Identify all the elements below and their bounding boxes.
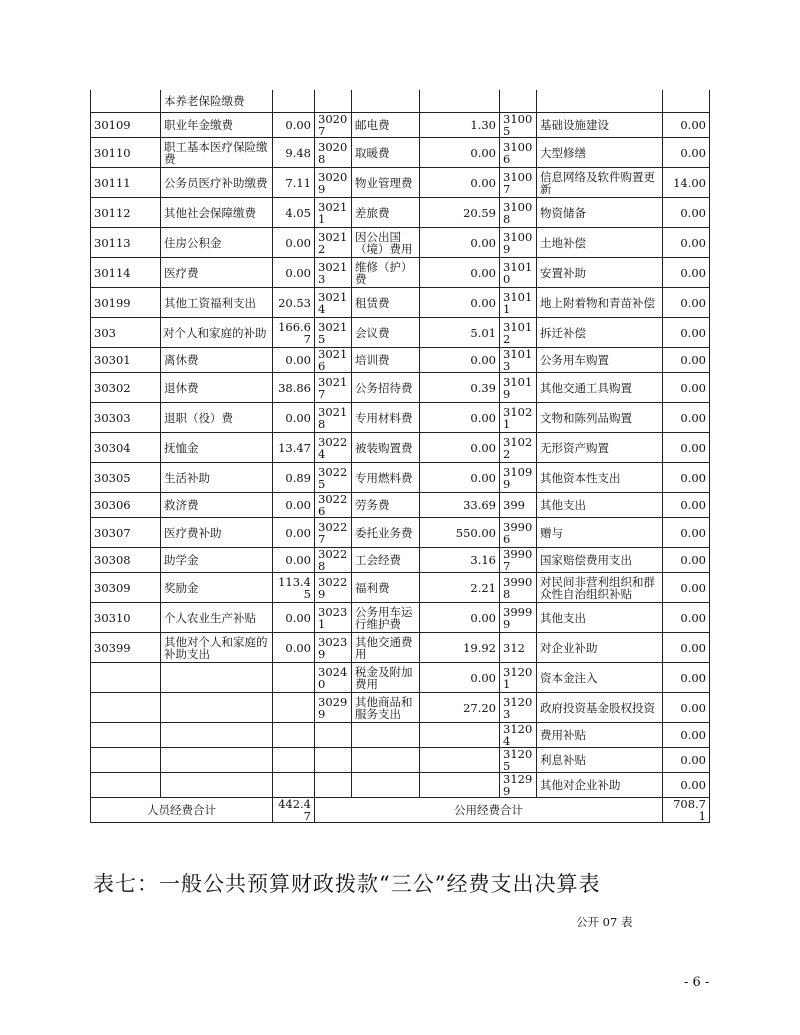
col2-amount: 27.20 xyxy=(420,693,500,723)
col3-amount: 0.00 xyxy=(663,723,710,748)
public-total-label: 公用经费合计 xyxy=(315,798,663,823)
col1-amount: 0.00 xyxy=(273,113,315,138)
col2-name: 租赁费 xyxy=(352,288,420,318)
col3-amount: 0.00 xyxy=(663,603,710,633)
col3-name: 费用补贴 xyxy=(537,723,663,748)
col3-amount: 0.00 xyxy=(663,373,710,403)
col3-name: 其他支出 xyxy=(537,493,663,518)
col3-code: 39999 xyxy=(500,603,537,633)
table-row xyxy=(91,603,710,633)
col3-code: 31012 xyxy=(500,318,537,348)
col2-code: 30224 xyxy=(315,433,352,463)
col1-name: 奖励金 xyxy=(161,573,273,603)
col2-name: 劳务费 xyxy=(352,493,420,518)
col1-code xyxy=(91,723,161,748)
col2-code: 30216 xyxy=(315,348,352,373)
col3-name: 安置补助 xyxy=(537,258,663,288)
col1-code: 30111 xyxy=(91,168,161,198)
col3-code: 31022 xyxy=(500,433,537,463)
col2-code: 30207 xyxy=(315,113,352,138)
col3-amount: 0.00 xyxy=(663,403,710,433)
col1-name: 对个人和家庭的补助 xyxy=(161,318,273,348)
table-row xyxy=(91,548,710,573)
col2-code: 30225 xyxy=(315,463,352,493)
col3-amount: 0.00 xyxy=(663,348,710,373)
col3-amount: 0.00 xyxy=(663,318,710,348)
col2-amount: 0.00 xyxy=(420,258,500,288)
col3-name: 无形资产购置 xyxy=(537,433,663,463)
table-row xyxy=(91,433,710,463)
col2-amount: 0.00 xyxy=(420,663,500,693)
col2-amount: 550.00 xyxy=(420,518,500,548)
col2-code: 30212 xyxy=(315,228,352,258)
table-row xyxy=(91,493,710,518)
col2-name: 取暖费 xyxy=(352,138,420,168)
col1-code: 30112 xyxy=(91,198,161,228)
section-title: 表七：一般公共预算财政拨款“三公”经费支出决算表 xyxy=(93,872,601,896)
col2-code: 30209 xyxy=(315,168,352,198)
col2-code: 30228 xyxy=(315,548,352,573)
col2-name: 税金及附加费用 xyxy=(352,663,420,693)
col1-amount: 9.48 xyxy=(273,138,315,168)
col2-amount: 2.21 xyxy=(420,573,500,603)
col3-name: 地上附着物和青苗补偿 xyxy=(537,288,663,318)
col1-amount: 166.67 xyxy=(273,318,315,348)
col3-amount: 0.00 xyxy=(663,493,710,518)
col3-code: 31005 xyxy=(500,113,537,138)
col3-amount: 0.00 xyxy=(663,748,710,773)
table-row xyxy=(91,228,710,258)
col1-name xyxy=(161,723,273,748)
col1-name: 救济费 xyxy=(161,493,273,518)
col2-code: 30299 xyxy=(315,693,352,723)
col1-amount: 13.47 xyxy=(273,433,315,463)
col1-amount xyxy=(273,748,315,773)
col2-amount: 33.69 xyxy=(420,493,500,518)
col3-name: 国家赔偿费用支出 xyxy=(537,548,663,573)
col2-code: 30214 xyxy=(315,288,352,318)
col3-name: 其他交通工具购置 xyxy=(537,373,663,403)
col1-name: 医疗费补助 xyxy=(161,518,273,548)
col2-code: 30231 xyxy=(315,603,352,633)
col2-name xyxy=(352,723,420,748)
col1-amount: 0.00 xyxy=(273,348,315,373)
table-row xyxy=(91,633,710,663)
col1-amount: 0.00 xyxy=(273,548,315,573)
table-row xyxy=(91,663,710,693)
col1-code: 30305 xyxy=(91,463,161,493)
col2-name: 福利费 xyxy=(352,573,420,603)
col3-name: 赠与 xyxy=(537,518,663,548)
col1-amount: 0.00 xyxy=(273,603,315,633)
table-row xyxy=(91,288,710,318)
col3-amount: 0.00 xyxy=(663,663,710,693)
col1-name: 退职（役）费 xyxy=(161,403,273,433)
col3-code: 31201 xyxy=(500,663,537,693)
form-number: 公开 07 表 xyxy=(576,915,633,929)
public-total-value: 708.71 xyxy=(663,798,710,823)
col1-name xyxy=(161,663,273,693)
col1-name: 其他对个人和家庭的补助支出 xyxy=(161,633,273,663)
col1-amount xyxy=(273,773,315,798)
col1-amount: 0.00 xyxy=(273,493,315,518)
col3-code: 39908 xyxy=(500,573,537,603)
col1-code: 30310 xyxy=(91,603,161,633)
col2-amount: 0.00 xyxy=(420,603,500,633)
col2-name: 委托业务费 xyxy=(352,518,420,548)
col2-name xyxy=(352,773,420,798)
col2-name: 其他商品和服务支出 xyxy=(352,693,420,723)
table-row xyxy=(91,168,710,198)
col3-amount: 0.00 xyxy=(663,258,710,288)
col1-name: 其他社会保障缴费 xyxy=(161,198,273,228)
col2-code: 30239 xyxy=(315,633,352,663)
col1-code xyxy=(91,748,161,773)
col2-name: 维修（护）费 xyxy=(352,258,420,288)
table-row xyxy=(91,113,710,138)
col3-name: 大型修缮 xyxy=(537,138,663,168)
col3-code: 31019 xyxy=(500,373,537,403)
table-row xyxy=(91,773,710,798)
col2-name xyxy=(352,90,420,113)
col2-code: 30218 xyxy=(315,403,352,433)
col2-amount: 0.00 xyxy=(420,433,500,463)
col3-amount: 0.00 xyxy=(663,773,710,798)
col2-code: 30217 xyxy=(315,373,352,403)
col2-name: 邮电费 xyxy=(352,113,420,138)
col1-code: 30113 xyxy=(91,228,161,258)
col1-code: 30307 xyxy=(91,518,161,548)
col1-code: 30302 xyxy=(91,373,161,403)
col2-amount: 0.00 xyxy=(420,403,500,433)
col2-name: 物业管理费 xyxy=(352,168,420,198)
col3-name: 其他对企业补助 xyxy=(537,773,663,798)
table-row xyxy=(91,348,710,373)
col2-amount: 0.00 xyxy=(420,228,500,258)
col1-amount: 0.00 xyxy=(273,258,315,288)
col2-amount: 1.30 xyxy=(420,113,500,138)
col1-code: 30301 xyxy=(91,348,161,373)
col2-name: 其他交通费用 xyxy=(352,633,420,663)
col1-name: 抚恤金 xyxy=(161,433,273,463)
col3-amount xyxy=(663,90,710,113)
table-row xyxy=(91,518,710,548)
col3-amount: 0.00 xyxy=(663,433,710,463)
col3-code: 399 xyxy=(500,493,537,518)
col3-code: 31006 xyxy=(500,138,537,168)
table-row xyxy=(91,693,710,723)
col2-code: 30213 xyxy=(315,258,352,288)
col2-amount: 0.00 xyxy=(420,168,500,198)
col2-code: 30226 xyxy=(315,493,352,518)
col1-amount: 0.00 xyxy=(273,228,315,258)
col1-name: 助学金 xyxy=(161,548,273,573)
col3-code: 31203 xyxy=(500,693,537,723)
col2-code: 30211 xyxy=(315,198,352,228)
col1-name xyxy=(161,773,273,798)
col3-code: 39906 xyxy=(500,518,537,548)
col3-code: 31205 xyxy=(500,748,537,773)
col2-name xyxy=(352,748,420,773)
col3-amount: 0.00 xyxy=(663,113,710,138)
col1-amount: 0.00 xyxy=(273,403,315,433)
col1-name: 本养老保险缴费 xyxy=(161,90,273,113)
col1-amount xyxy=(273,663,315,693)
col3-code: 31099 xyxy=(500,463,537,493)
table-row xyxy=(91,463,710,493)
col1-code: 30308 xyxy=(91,548,161,573)
col3-amount: 0.00 xyxy=(663,548,710,573)
col1-code xyxy=(91,90,161,113)
col3-code: 31013 xyxy=(500,348,537,373)
col1-amount: 38.86 xyxy=(273,373,315,403)
col3-amount: 0.00 xyxy=(663,518,710,548)
col3-amount: 0.00 xyxy=(663,198,710,228)
col3-name: 文物和陈列品购置 xyxy=(537,403,663,433)
col1-name: 职业年金缴费 xyxy=(161,113,273,138)
col1-amount xyxy=(273,693,315,723)
col1-amount: 20.53 xyxy=(273,288,315,318)
col3-code: 31010 xyxy=(500,258,537,288)
table-row xyxy=(91,573,710,603)
col3-name xyxy=(537,90,663,113)
col3-name: 对企业补助 xyxy=(537,633,663,663)
col3-amount: 0.00 xyxy=(663,693,710,723)
col3-amount: 0.00 xyxy=(663,138,710,168)
col1-name: 职工基本医疗保险缴费 xyxy=(161,138,273,168)
col2-code xyxy=(315,773,352,798)
personnel-total-label: 人员经费合计 xyxy=(91,798,273,823)
col2-name: 差旅费 xyxy=(352,198,420,228)
col3-amount: 0.00 xyxy=(663,228,710,258)
col2-amount: 0.00 xyxy=(420,463,500,493)
col3-name: 土地补偿 xyxy=(537,228,663,258)
col3-code: 31011 xyxy=(500,288,537,318)
col2-amount: 0.00 xyxy=(420,138,500,168)
col2-amount xyxy=(420,748,500,773)
col2-name: 专用材料费 xyxy=(352,403,420,433)
col3-code: 31204 xyxy=(500,723,537,748)
col3-name: 公务用车购置 xyxy=(537,348,663,373)
col1-code: 30114 xyxy=(91,258,161,288)
table-row xyxy=(91,138,710,168)
col3-code: 31021 xyxy=(500,403,537,433)
col1-code: 30110 xyxy=(91,138,161,168)
col1-code: 30309 xyxy=(91,573,161,603)
col3-amount: 14.00 xyxy=(663,168,710,198)
col3-name: 物资储备 xyxy=(537,198,663,228)
personnel-total-value: 442.47 xyxy=(273,798,315,823)
col1-amount: 0.00 xyxy=(273,518,315,548)
col1-amount xyxy=(273,723,315,748)
col2-name: 被装购置费 xyxy=(352,433,420,463)
totals-row xyxy=(91,798,710,823)
col3-code: 31008 xyxy=(500,198,537,228)
col3-name: 拆迁补偿 xyxy=(537,318,663,348)
table-row xyxy=(91,258,710,288)
table-row xyxy=(91,748,710,773)
col2-amount: 5.01 xyxy=(420,318,500,348)
col1-amount: 0.89 xyxy=(273,463,315,493)
table-row xyxy=(91,318,710,348)
col3-name: 利息补贴 xyxy=(537,748,663,773)
table-row xyxy=(91,403,710,433)
col1-code xyxy=(91,663,161,693)
col1-name: 个人农业生产补贴 xyxy=(161,603,273,633)
col3-code: 31299 xyxy=(500,773,537,798)
col1-amount: 7.11 xyxy=(273,168,315,198)
col1-code: 30399 xyxy=(91,633,161,663)
col1-amount: 4.05 xyxy=(273,198,315,228)
col2-amount: 19.92 xyxy=(420,633,500,663)
col1-code: 30199 xyxy=(91,288,161,318)
col1-code xyxy=(91,693,161,723)
col1-name: 住房公积金 xyxy=(161,228,273,258)
col2-name: 公务用车运行维护费 xyxy=(352,603,420,633)
col3-name: 政府投资基金股权投资 xyxy=(537,693,663,723)
table-row xyxy=(91,90,710,113)
col1-name xyxy=(161,748,273,773)
table-row xyxy=(91,198,710,228)
col2-amount: 0.00 xyxy=(420,288,500,318)
col3-amount: 0.00 xyxy=(663,463,710,493)
col2-code: 30215 xyxy=(315,318,352,348)
col2-amount: 0.00 xyxy=(420,348,500,373)
col1-name: 退休费 xyxy=(161,373,273,403)
col2-name: 工会经费 xyxy=(352,548,420,573)
col1-code: 30109 xyxy=(91,113,161,138)
col3-code xyxy=(500,90,537,113)
col2-code xyxy=(315,723,352,748)
col3-amount: 0.00 xyxy=(663,633,710,663)
col2-amount xyxy=(420,773,500,798)
col3-name: 其他资本性支出 xyxy=(537,463,663,493)
col3-code: 39907 xyxy=(500,548,537,573)
col1-amount: 113.45 xyxy=(273,573,315,603)
col2-name: 专用燃料费 xyxy=(352,463,420,493)
col2-amount xyxy=(420,723,500,748)
table-row xyxy=(91,723,710,748)
col1-amount: 0.00 xyxy=(273,633,315,663)
col3-amount: 0.00 xyxy=(663,573,710,603)
col2-name: 培训费 xyxy=(352,348,420,373)
col1-name: 公务员医疗补助缴费 xyxy=(161,168,273,198)
col1-name: 生活补助 xyxy=(161,463,273,493)
col1-code: 303 xyxy=(91,318,161,348)
col2-amount xyxy=(420,90,500,113)
col1-code: 30306 xyxy=(91,493,161,518)
page-number: - 6 - xyxy=(684,975,710,990)
col3-name: 对民间非营利组织和群众性自治组织补贴 xyxy=(537,573,663,603)
col1-code xyxy=(91,773,161,798)
col3-name: 其他支出 xyxy=(537,603,663,633)
col2-name: 因公出国（境）费用 xyxy=(352,228,420,258)
col2-amount: 0.39 xyxy=(420,373,500,403)
col2-amount: 3.16 xyxy=(420,548,500,573)
col1-name: 医疗费 xyxy=(161,258,273,288)
col3-name: 资本金注入 xyxy=(537,663,663,693)
col2-code: 30227 xyxy=(315,518,352,548)
col3-name: 基础设施建设 xyxy=(537,113,663,138)
col2-code: 30240 xyxy=(315,663,352,693)
col3-code: 31009 xyxy=(500,228,537,258)
col2-name: 会议费 xyxy=(352,318,420,348)
col2-name: 公务招待费 xyxy=(352,373,420,403)
col2-amount: 20.59 xyxy=(420,198,500,228)
col1-name xyxy=(161,693,273,723)
col3-name: 信息网络及软件购置更新 xyxy=(537,168,663,198)
col3-amount: 0.00 xyxy=(663,288,710,318)
col1-code: 30303 xyxy=(91,403,161,433)
col1-name: 离休费 xyxy=(161,348,273,373)
table-row xyxy=(91,373,710,403)
col3-code: 31007 xyxy=(500,168,537,198)
col3-code: 312 xyxy=(500,633,537,663)
col2-code xyxy=(315,748,352,773)
col1-name: 其他工资福利支出 xyxy=(161,288,273,318)
col2-code xyxy=(315,90,352,113)
col1-code: 30304 xyxy=(91,433,161,463)
col2-code: 30229 xyxy=(315,573,352,603)
col1-amount xyxy=(273,90,315,113)
expenditure-table xyxy=(90,90,710,823)
col2-code: 30208 xyxy=(315,138,352,168)
